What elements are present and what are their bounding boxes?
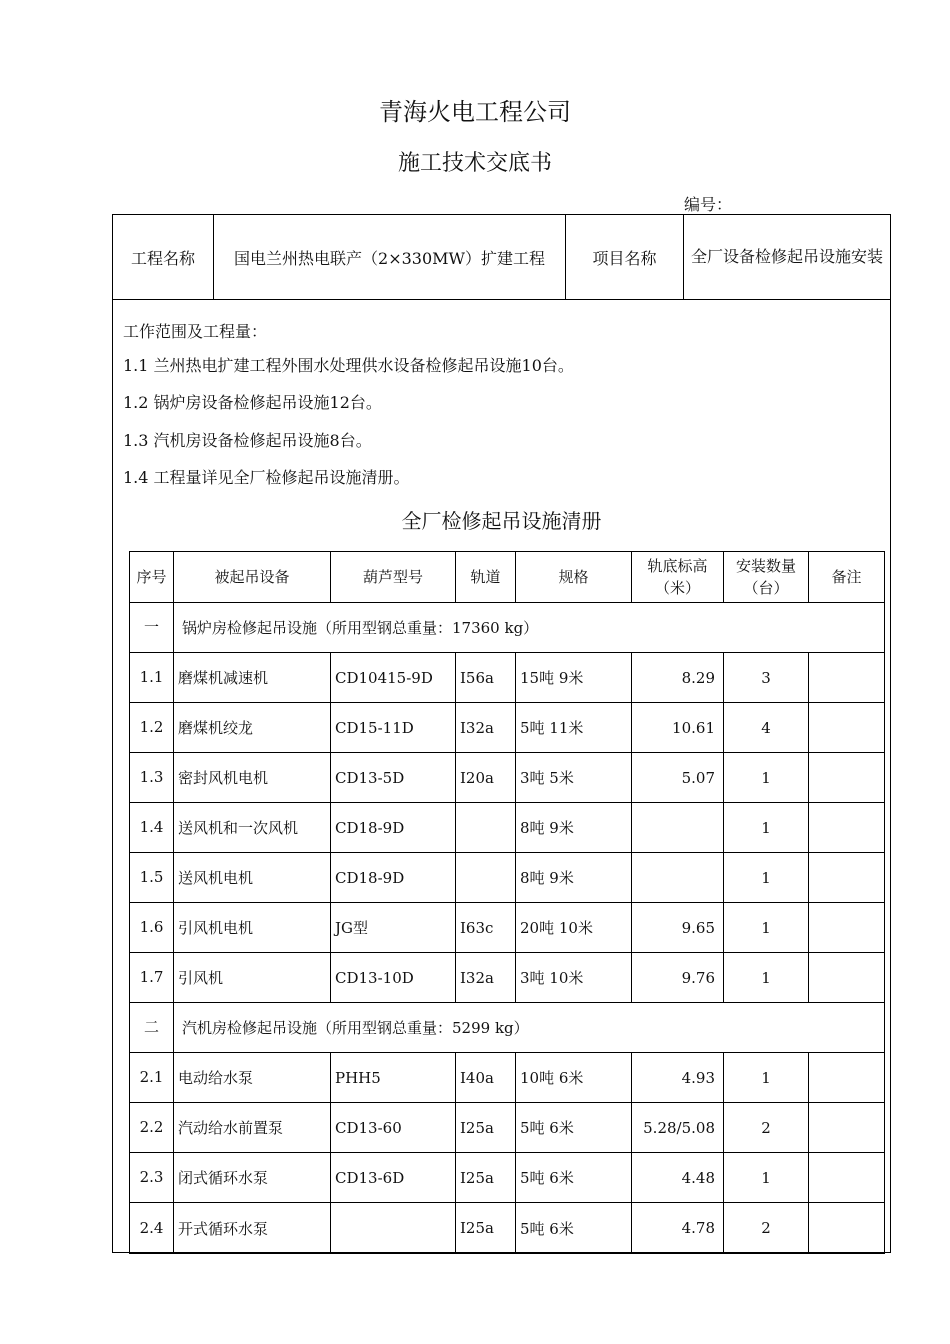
cell-hoist: PHH5 [331, 1053, 456, 1103]
table-header-row [130, 552, 885, 603]
cell-equipment: 开式循环水泵 [174, 1203, 331, 1254]
disclosure-form [112, 214, 891, 1253]
section-number: 二 [130, 1003, 174, 1053]
cell-elevation [632, 853, 724, 903]
cell-no: 2.1 [130, 1053, 174, 1103]
cell-equipment: 引风机 [174, 953, 331, 1003]
cell-elevation: 4.78 [632, 1203, 724, 1254]
cell-hoist: CD10415-9D [331, 653, 456, 703]
cell-spec: 15吨 9米 [516, 653, 632, 703]
cell-qty: 3 [724, 653, 809, 703]
cell-no: 2.2 [130, 1103, 174, 1153]
cell-hoist: CD18-9D [331, 803, 456, 853]
cell-elevation: 5.28/5.08 [632, 1103, 724, 1153]
cell-spec: 10吨 6米 [516, 1053, 632, 1103]
item-name-value: 全厂设备检修起吊设施安装 [690, 247, 883, 266]
cell-no: 2.3 [130, 1153, 174, 1203]
cell-note [809, 753, 885, 803]
cell-rail [456, 853, 516, 903]
cell-spec: 8吨 9米 [516, 853, 632, 903]
cell-qty: 1 [724, 853, 809, 903]
table-row [130, 853, 885, 903]
cell-note [809, 803, 885, 853]
table-row [130, 953, 885, 1003]
column-header: 序号 [130, 552, 174, 603]
scope-line: 1.2 锅炉房设备检修起吊设施12台。 [123, 393, 382, 412]
cell-equipment: 引风机电机 [174, 903, 331, 953]
table-row [130, 703, 885, 753]
cell-spec: 3吨 5米 [516, 753, 632, 803]
cell-spec: 5吨 6米 [516, 1103, 632, 1153]
table-row [130, 1103, 885, 1153]
cell-equipment: 电动给水泵 [174, 1053, 331, 1103]
cell-elevation: 8.29 [632, 653, 724, 703]
cell-qty: 1 [724, 1053, 809, 1103]
cell-qty: 2 [724, 1203, 809, 1254]
cell-elevation [632, 803, 724, 853]
document-number-label: 编号： [684, 195, 733, 214]
cell-rail: Ⅰ25a [456, 1103, 516, 1153]
cell-qty: 1 [724, 1153, 809, 1203]
table-row [130, 1053, 885, 1103]
section-label: 锅炉房检修起吊设施（所用型钢总重量：17360 kg） [174, 603, 885, 653]
table-row [130, 1203, 885, 1254]
cell-no: 1.6 [130, 903, 174, 953]
cell-qty: 1 [724, 753, 809, 803]
cell-note [809, 703, 885, 753]
cell-spec: 3吨 10米 [516, 953, 632, 1003]
item-name-label: 项目名称 [566, 215, 684, 299]
cell-hoist: CD13-10D [331, 953, 456, 1003]
cell-rail: Ⅰ40a [456, 1053, 516, 1103]
cell-rail: Ⅰ56a [456, 653, 516, 703]
cell-qty: 2 [724, 1103, 809, 1153]
cell-elevation: 5.07 [632, 753, 724, 803]
table-row [130, 653, 885, 703]
cell-spec: 8吨 9米 [516, 803, 632, 853]
table-row [130, 753, 885, 803]
column-header: 葫芦型号 [331, 552, 456, 603]
cell-note [809, 1053, 885, 1103]
cell-hoist: CD13-5D [331, 753, 456, 803]
table-row [130, 803, 885, 853]
cell-note [809, 1103, 885, 1153]
cell-no: 1.3 [130, 753, 174, 803]
cell-equipment: 密封风机电机 [174, 753, 331, 803]
cell-elevation: 9.65 [632, 903, 724, 953]
cell-equipment: 送风机和一次风机 [174, 803, 331, 853]
column-header: 被起吊设备 [174, 552, 331, 603]
scope-line: 1.3 汽机房设备检修起吊设施8台。 [123, 431, 372, 450]
cell-spec: 5吨 11米 [516, 703, 632, 753]
column-header: 规格 [516, 552, 632, 603]
table-row [130, 903, 885, 953]
form-header-row [113, 215, 890, 300]
company-name: 青海火电工程公司 [379, 98, 571, 126]
cell-note [809, 953, 885, 1003]
cell-no: 1.4 [130, 803, 174, 853]
section-number: 一 [130, 603, 174, 653]
cell-elevation: 10.61 [632, 703, 724, 753]
cell-no: 1.7 [130, 953, 174, 1003]
section-row [130, 603, 885, 653]
cell-note [809, 903, 885, 953]
cell-note [809, 653, 885, 703]
cell-qty: 1 [724, 903, 809, 953]
cell-rail: Ⅰ25a [456, 1153, 516, 1203]
cell-note [809, 1203, 885, 1254]
cell-qty: 4 [724, 703, 809, 753]
project-name-value: 国电兰州热电联产（2×330MW）扩建工程 [214, 215, 566, 299]
section-label: 汽机房检修起吊设施（所用型钢总重量：5299 kg） [174, 1003, 885, 1053]
cell-rail: Ⅰ63c [456, 903, 516, 953]
cell-spec: 5吨 6米 [516, 1203, 632, 1254]
cell-rail: Ⅰ25a [456, 1203, 516, 1254]
cell-hoist: JG型 [331, 903, 456, 953]
project-name-label: 工程名称 [113, 215, 214, 299]
hoist-facility-table [129, 551, 885, 1254]
table-row [130, 1153, 885, 1203]
list-title: 全厂检修起吊设施清册 [401, 509, 602, 533]
cell-no: 2.4 [130, 1203, 174, 1254]
document-title: 施工技术交底书 [397, 151, 552, 176]
cell-hoist: CD15-11D [331, 703, 456, 753]
cell-equipment: 汽动给水前置泵 [174, 1103, 331, 1153]
cell-note [809, 853, 885, 903]
scope-line: 1.4 工程量详见全厂检修起吊设施清册。 [123, 468, 410, 487]
cell-hoist [331, 1203, 456, 1254]
cell-hoist: CD18-9D [331, 853, 456, 903]
cell-hoist: CD13-6D [331, 1153, 456, 1203]
scope-line: 1.1 兰州热电扩建工程外围水处理供水设备检修起吊设施10台。 [123, 356, 574, 375]
cell-elevation: 9.76 [632, 953, 724, 1003]
column-header: 轨底标高（米） [632, 552, 724, 603]
cell-no: 1.2 [130, 703, 174, 753]
cell-equipment: 闭式循环水泵 [174, 1153, 331, 1203]
cell-no: 1.1 [130, 653, 174, 703]
cell-spec: 5吨 6米 [516, 1153, 632, 1203]
cell-equipment: 磨煤机绞龙 [174, 703, 331, 753]
cell-rail [456, 803, 516, 853]
cell-rail: Ⅰ20a [456, 753, 516, 803]
cell-equipment: 磨煤机减速机 [174, 653, 331, 703]
cell-note [809, 1153, 885, 1203]
column-header: 轨道 [456, 552, 516, 603]
cell-qty: 1 [724, 803, 809, 853]
cell-qty: 1 [724, 953, 809, 1003]
cell-equipment: 送风机电机 [174, 853, 331, 903]
cell-spec: 20吨 10米 [516, 903, 632, 953]
scope-heading: 工作范围及工程量： [123, 322, 268, 341]
column-header: 备注 [809, 552, 885, 603]
cell-rail: Ⅰ32a [456, 953, 516, 1003]
column-header: 安装数量（台） [724, 552, 809, 603]
cell-no: 1.5 [130, 853, 174, 903]
cell-elevation: 4.48 [632, 1153, 724, 1203]
section-row [130, 1003, 885, 1053]
cell-elevation: 4.93 [632, 1053, 724, 1103]
cell-rail: Ⅰ32a [456, 703, 516, 753]
cell-hoist: CD13-60 [331, 1103, 456, 1153]
